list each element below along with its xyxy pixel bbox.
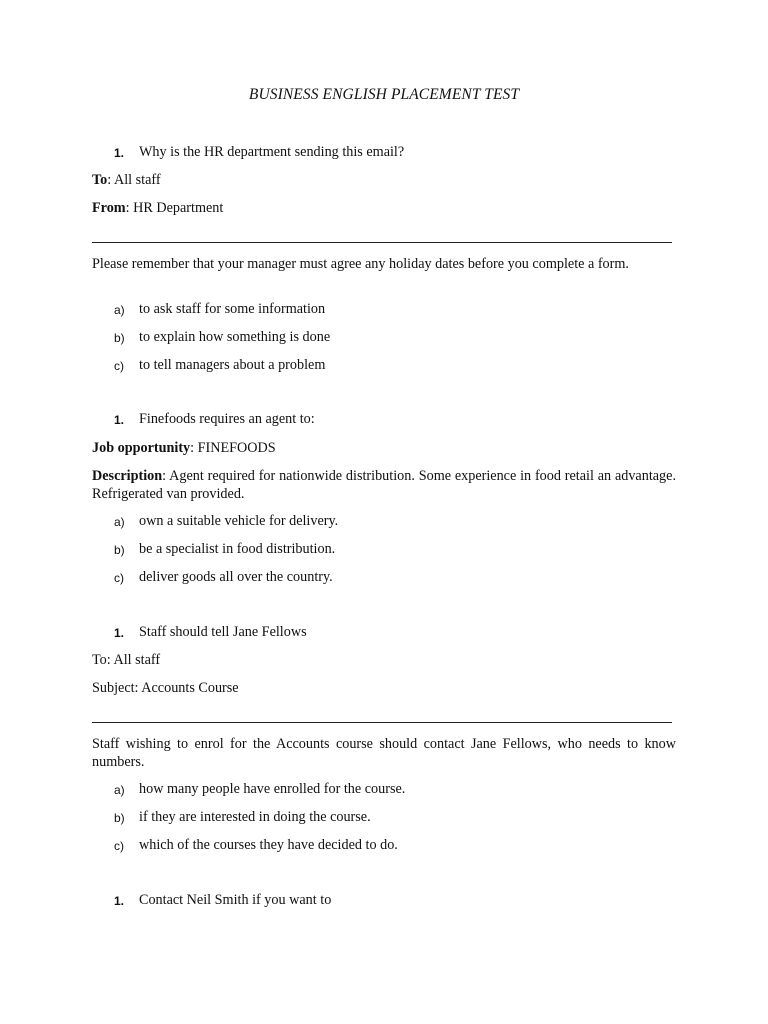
job-opportunity-line: [92, 440, 676, 457]
option-text: if they are interested in doing the course.: [139, 809, 371, 825]
option-text: to tell managers about a problem: [139, 357, 326, 373]
divider-line: [92, 242, 672, 243]
question-text: Why is the HR department sending this email?: [139, 144, 405, 160]
option-text: to ask staff for some information: [139, 301, 326, 317]
option-letter: a): [114, 783, 125, 797]
question-number: 1.: [114, 626, 125, 640]
email-subject-line: Subject: Accounts Course: [92, 680, 239, 696]
job-description: [92, 468, 676, 503]
email-to-line: To: All staff: [92, 652, 161, 668]
description-value: : Agent required for nationwide distribution. Some experience in food retail an advantage. Refrigerated van provided.: [92, 468, 676, 502]
option-text: deliver goods all over the country.: [139, 569, 333, 585]
option-letter: c): [114, 571, 124, 585]
question-number: 1.: [114, 894, 125, 908]
from-label: From: [92, 200, 126, 216]
option-letter: c): [114, 839, 124, 853]
option-letter: a): [114, 303, 125, 317]
email-body: Please remember that your manager must agree any holiday dates before you complete a form.: [92, 256, 629, 272]
option-letter: c): [114, 359, 124, 373]
from-value: : HR Department: [125, 200, 224, 216]
option-text: how many people have enrolled for the course.: [139, 781, 406, 797]
option-text: to explain how something is done: [139, 329, 331, 345]
to-value: : All staff: [107, 172, 161, 188]
question-text: Finefoods requires an agent to:: [139, 411, 315, 427]
option-text: be a specialist in food distribution.: [139, 541, 336, 557]
job-value: : FINEFOODS: [190, 440, 276, 456]
option-letter: b): [114, 331, 125, 345]
option-text: which of the courses they have decided to do.: [139, 837, 398, 853]
divider-line: [92, 722, 672, 723]
description-label: Description: [92, 468, 163, 484]
option-letter: b): [114, 811, 125, 825]
option-letter: b): [114, 543, 125, 557]
question-number: 1.: [114, 413, 125, 427]
email-body: Staff wishing to enrol for the Accounts course should contact Jane Fellows, who needs to know numbers.: [92, 736, 676, 770]
job-label: Job opportunity: [92, 440, 191, 456]
option-text: own a suitable vehicle for delivery.: [139, 513, 339, 529]
email-from-line: [92, 200, 676, 217]
question-text: Staff should tell Jane Fellows: [139, 624, 307, 640]
question-number: 1.: [114, 146, 125, 160]
page-title: BUSINESS ENGLISH PLACEMENT TEST: [248, 86, 520, 103]
to-label: To: [92, 172, 108, 188]
option-letter: a): [114, 515, 125, 529]
question-text: Contact Neil Smith if you want to: [139, 892, 332, 908]
email-to-line: [92, 172, 676, 189]
